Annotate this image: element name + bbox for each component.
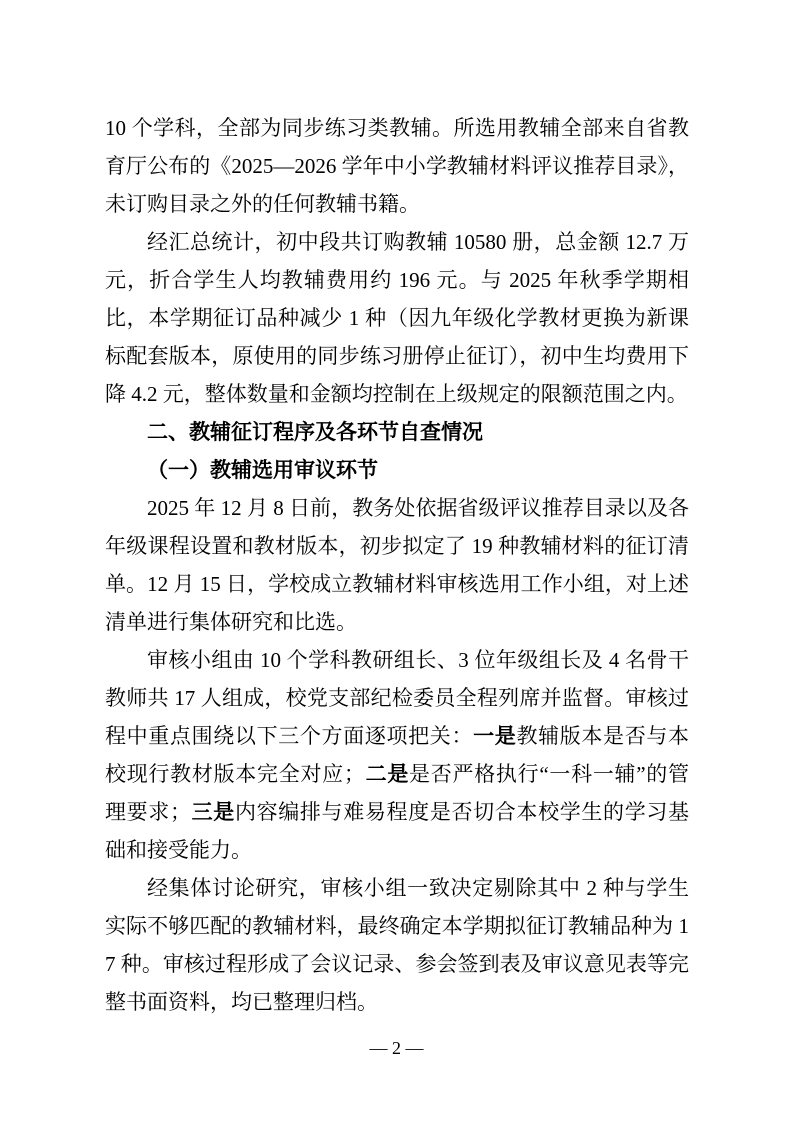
paragraph-review-timeline: 2025 年 12 月 8 日前，教务处依据省级评议推荐目录以及各年级课程设置和教材版本，初步拟定了 19 种教辅材料的征订清单。12 月 15 日，学校成立教辅材料审核选用工作小组，对上述清单进行集体研究和比选。 — [105, 496, 689, 634]
paragraph-continuation: 10 个学科，全部为同步练习类教辅。所选用教辅全部来自省教育厅公布的《2025—2026 学年中小学教辅材料评议推荐目录》，未订购目录之外的任何教辅书籍。 — [105, 116, 689, 216]
text-run-bold-second: 二是 — [364, 762, 410, 786]
paragraph-review-result: 经集体讨论研究，审核小组一致决定剔除其中 2 种与学生实际不够匹配的教辅材料，最终确定本学期拟征订教辅品种为 17 种。审核过程形成了会议记录、参会签到表及审议意见表等完整书面资料，均已整理归档。 — [105, 876, 689, 1014]
text-run: 内容编排与难易程度是否切合本校学生的学习基础和接受能力。 — [105, 800, 690, 862]
section-heading-procedure: 二、教辅征订程序及各环节自查情况 — [147, 420, 483, 444]
text-run: 教辅版本是否与本校现行教材版本完全对应； — [105, 724, 690, 786]
text-run: 审核小组由 10 个学科教研组长、3 位年级组长及 4 名骨干教师共 17 人组成，校党支部纪检委员全程列席并监督。审核过程中重点围绕以下三个方面逐项把关： — [105, 648, 689, 748]
paragraph-order-statistics: 经汇总统计，初中段共订购教辅 10580 册，总金额 12.7 万元，折合学生人均教辅费用约 196 元。与 2025 年秋季学期相比，本学期征订品种减少 1 种（因九年级化学教材更换为新课标配套版本，原使用的同步练习册停止征订），初中生均费用下降 4.2 元，整体数量和金额均控制在上级规定的限额范围之内。 — [105, 230, 689, 406]
text-run-bold-third: 三是 — [190, 800, 235, 824]
page-footer — [0, 1034, 793, 1062]
paragraph-review-group — [105, 641, 689, 869]
text-run-bold-first: 一是 — [473, 724, 517, 748]
page-number: — 2 — — [369, 1038, 424, 1058]
subsection-heading-selection-review: （一）教辅选用审议环节 — [147, 458, 378, 482]
document-body — [105, 109, 689, 1021]
text-run: 是否严格执行“一科一辅”的管理要求； — [105, 762, 690, 824]
